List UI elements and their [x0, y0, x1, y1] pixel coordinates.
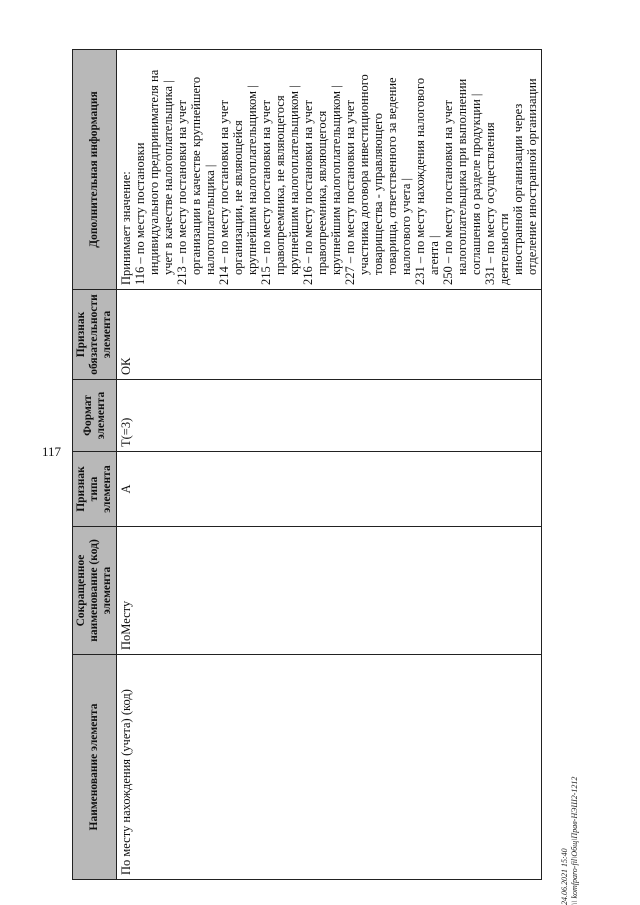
- info-line: крупнейшим налогоплательщиком |: [287, 85, 301, 275]
- header-info: Дополнительная информация: [73, 50, 117, 290]
- info-line: крупнейшим налогоплательщиком |: [329, 85, 343, 275]
- info-line: 331 – по месту осуществления деятельности: [483, 122, 511, 285]
- footer-path: \\ komfparo-fil\Общ\Прав-НЭШ2-1212: [570, 776, 579, 905]
- footer: [560, 705, 580, 905]
- info-line: организации, не являющейся: [231, 120, 245, 275]
- info-line: товарища, ответственного за ведение: [385, 77, 399, 275]
- info-line: организации в качестве крупнейшего: [189, 76, 203, 275]
- info-line: налогоплательщика при выполнении: [455, 78, 469, 275]
- elements-table: [72, 49, 542, 880]
- table-row: [117, 50, 542, 880]
- info-line: иностранной организации через: [511, 103, 525, 275]
- cell-short-name: ПоМесту: [117, 527, 542, 655]
- info-line: 227 – по месту постановки на учет: [343, 100, 357, 285]
- cell-format: T(=3): [117, 380, 542, 452]
- info-line: 231 – по месту нахождения налогового: [413, 77, 427, 285]
- cell-info: [117, 50, 542, 290]
- info-line: учет в качестве налогоплательщика |: [161, 80, 175, 275]
- info-line: правопреемника, являющегося: [315, 110, 329, 275]
- info-line: налогового учета |: [399, 177, 413, 275]
- info-line: участника договора инвестиционного: [357, 74, 371, 275]
- info-line: правопреемника, не являющегося: [273, 95, 287, 275]
- info-line: 116 – по месту постановки: [133, 142, 147, 285]
- cell-type: А: [117, 452, 542, 527]
- cell-required: ОК: [117, 290, 542, 380]
- footer-timestamp: 24.06.2021 15:40: [560, 848, 569, 905]
- info-line: 250 – по месту постановки на учет: [441, 100, 455, 285]
- info-line: отделение иностранной организации: [525, 78, 539, 275]
- info-line: индивидуального предпринимателя на: [147, 69, 161, 275]
- header-short-name: Сокращенное наименование (код) элемента: [73, 527, 117, 655]
- info-line: Принимает значение:: [119, 171, 133, 285]
- header-type: Признак типа элемента: [73, 452, 117, 527]
- header-format: Формат элемента: [73, 380, 117, 452]
- info-line: товарищества - управляющего: [371, 112, 385, 275]
- cell-name: По месту нахождения (учета) (код): [117, 655, 542, 880]
- info-line: крупнейшим налогоплательщиком |: [245, 85, 259, 275]
- info-line: агента |: [427, 235, 441, 275]
- header-required: Признак обязательности элемента: [73, 290, 117, 380]
- header-name: Наименование элемента: [73, 655, 117, 880]
- rotated-table-container: [72, 50, 542, 880]
- info-line: 214 – по месту постановки на учет: [217, 100, 231, 285]
- info-line: 215 – по месту постановки на учет: [259, 100, 273, 285]
- info-line: налогоплательщика |: [203, 164, 217, 275]
- info-line: соглашения о разделе продукции |: [469, 93, 483, 275]
- page-number: 117: [42, 444, 62, 459]
- table-header-row: [73, 50, 117, 880]
- info-line: 213 – по месту постановки на учет: [175, 100, 189, 285]
- info-line: 216 – по месту постановки на учет: [301, 100, 315, 285]
- info-lines: [119, 54, 539, 285]
